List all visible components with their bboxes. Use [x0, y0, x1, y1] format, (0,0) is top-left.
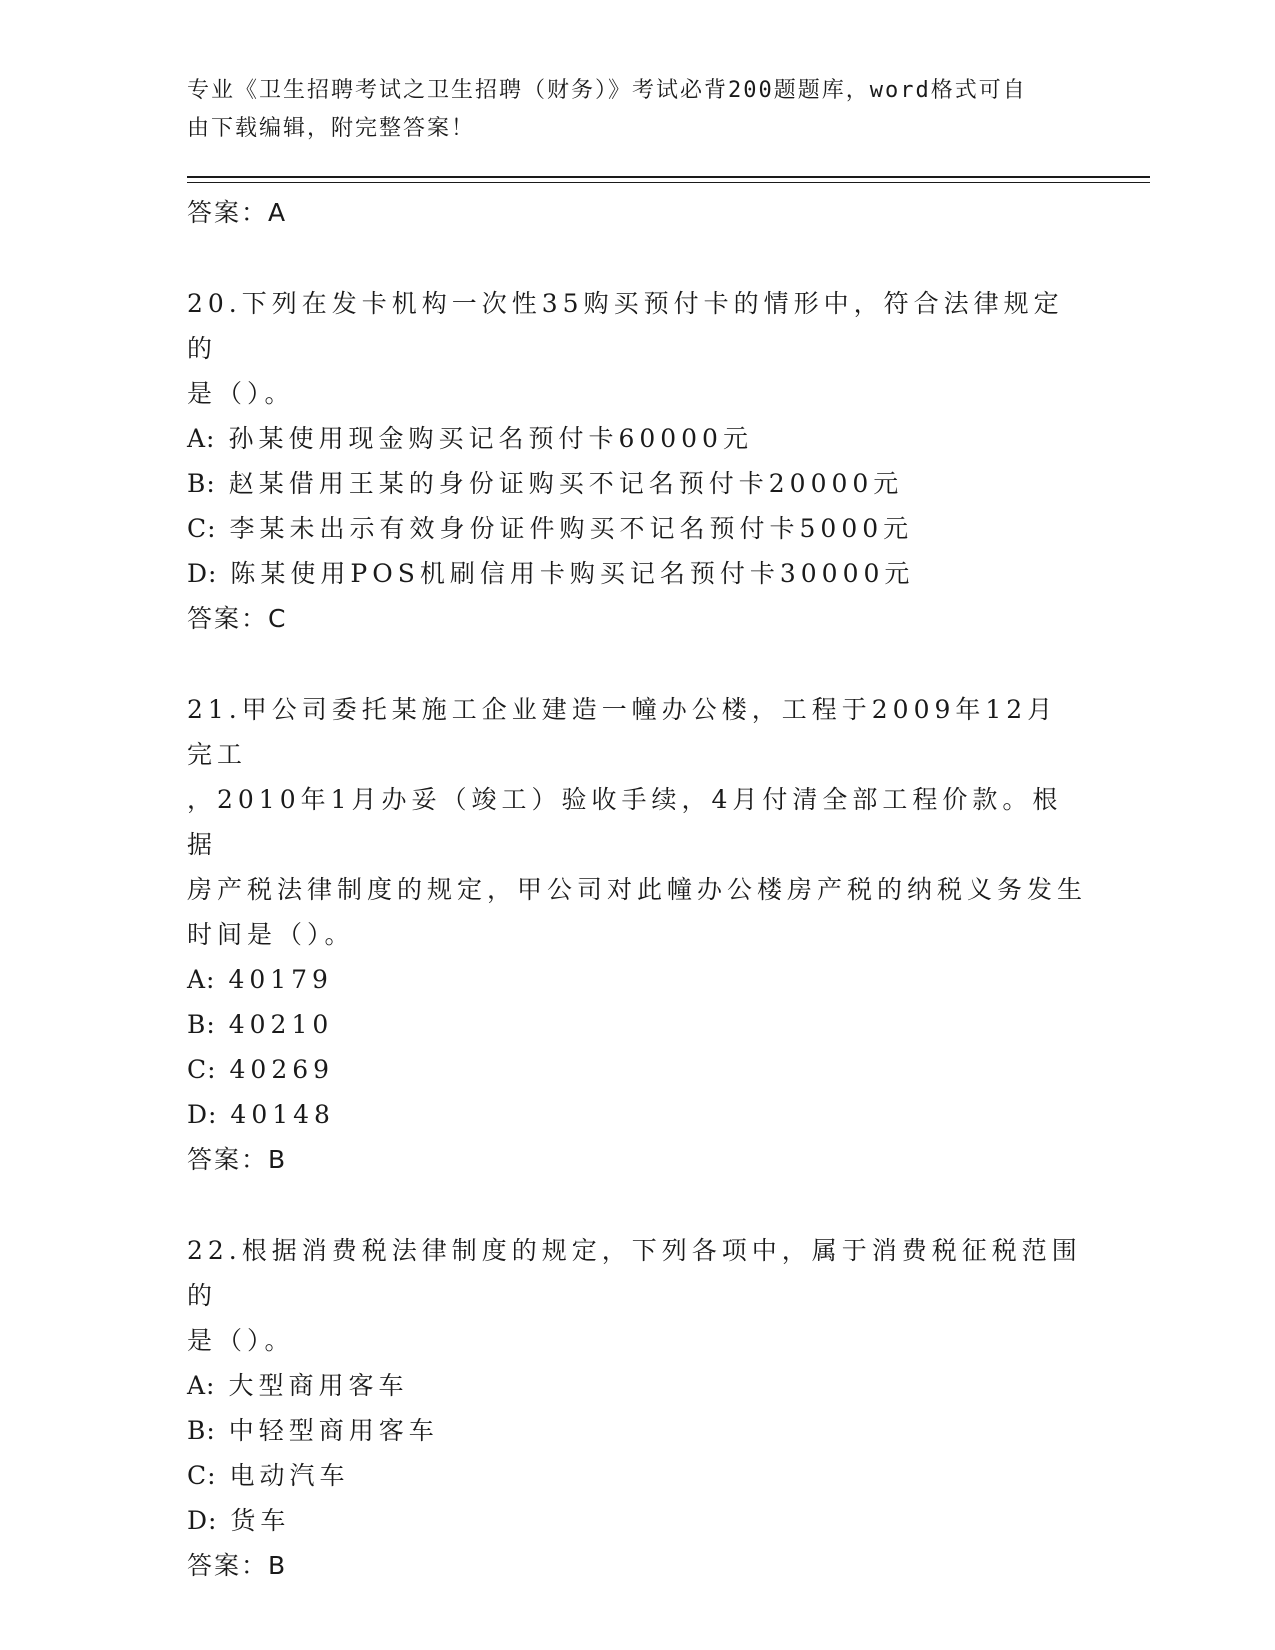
- answer-value: B: [268, 1551, 288, 1580]
- option-text: 40210: [228, 1010, 334, 1039]
- option-c: [187, 1453, 1087, 1498]
- option-label: D:: [187, 1506, 218, 1535]
- question-text: [187, 687, 1087, 957]
- option-label: A:: [187, 1371, 216, 1400]
- question-text: [187, 281, 1087, 416]
- option-text: 孙某使用现金购买记名预付卡60000元: [228, 424, 753, 453]
- option-a: [187, 957, 1087, 1002]
- question-answer: [187, 1137, 1087, 1182]
- header-divider-thick: [187, 176, 1150, 178]
- option-text: 40148: [230, 1100, 335, 1129]
- question-line: 是（）。: [187, 1326, 295, 1355]
- header-line-1: 专业《卫生招聘考试之卫生招聘（财务）》考试必背200题题库，word格式可自: [187, 78, 1027, 103]
- option-text: 赵某借用王某的身份证购买不记名预付卡20000元: [228, 469, 904, 498]
- option-a: [187, 1363, 1087, 1408]
- spacer: [187, 1182, 1087, 1228]
- option-a: [187, 416, 1087, 461]
- option-d: [187, 551, 1087, 596]
- option-text: 李某未出示有效身份证件购买不记名预付卡5000元: [229, 514, 914, 543]
- question-line: 房产税法律制度的规定，甲公司对此幢办公楼房产税的纳税义务发生: [187, 875, 1088, 904]
- question-line: 时间是（）。: [187, 920, 355, 949]
- option-label: C:: [187, 1461, 217, 1490]
- option-label: C:: [187, 514, 217, 543]
- question-block-22: [187, 1228, 1087, 1588]
- option-text: 货车: [230, 1506, 291, 1535]
- option-label: D:: [187, 1100, 218, 1129]
- option-b: [187, 1002, 1087, 1047]
- question-line: 是（）。: [187, 379, 295, 408]
- option-b: [187, 461, 1087, 506]
- question-line: 21.甲公司委托某施工企业建造一幢办公楼，工程于2009年12月完工: [187, 695, 1058, 769]
- document-body: [187, 190, 1087, 1588]
- option-label: B:: [187, 1416, 216, 1445]
- answer-label: 答案：: [187, 1145, 269, 1174]
- document-header: [187, 72, 1067, 148]
- question-block-21: [187, 687, 1087, 1182]
- option-text: 陈某使用POS机刷信用卡购买记名预付卡30000元: [230, 559, 915, 588]
- answer-label: 答案：: [187, 198, 269, 227]
- option-text: 大型商用客车: [228, 1371, 409, 1400]
- answer-value: A: [268, 198, 288, 227]
- option-label: C:: [187, 1055, 217, 1084]
- option-text: 40179: [228, 965, 333, 994]
- option-c: [187, 506, 1087, 551]
- answer-label: 答案：: [187, 604, 269, 633]
- spacer: [187, 641, 1087, 687]
- option-b: [187, 1408, 1087, 1453]
- option-label: A:: [187, 424, 216, 453]
- option-label: A:: [187, 965, 216, 994]
- question-text: [187, 1228, 1087, 1363]
- option-c: [187, 1047, 1087, 1092]
- question-answer: [187, 596, 1087, 641]
- header-divider-thin: [187, 182, 1150, 183]
- question-answer: [187, 1543, 1087, 1588]
- answer-label: 答案：: [187, 1551, 269, 1580]
- question-block-20: [187, 281, 1087, 641]
- option-text: 中轻型商用客车: [228, 1416, 439, 1445]
- option-d: [187, 1498, 1087, 1543]
- answer-value: B: [268, 1145, 288, 1174]
- previous-answer: [187, 190, 1087, 235]
- option-label: D:: [187, 559, 218, 588]
- option-label: B:: [187, 1010, 216, 1039]
- question-line: ，2010年1月办妥（竣工）验收手续，4月付清全部工程价款。根据: [187, 785, 1063, 859]
- option-label: B:: [187, 469, 216, 498]
- question-line: 20.下列在发卡机构一次性35购买预付卡的情形中，符合法律规定的: [187, 289, 1064, 363]
- question-line: 22.根据消费税法律制度的规定，下列各项中，属于消费税征税范围的: [187, 1236, 1082, 1310]
- spacer: [187, 235, 1087, 281]
- answer-value: C: [268, 604, 288, 633]
- header-line-2: 由下载编辑，附完整答案！: [187, 116, 476, 141]
- option-text: 电动汽车: [229, 1461, 350, 1490]
- option-text: 40269: [229, 1055, 335, 1084]
- option-d: [187, 1092, 1087, 1137]
